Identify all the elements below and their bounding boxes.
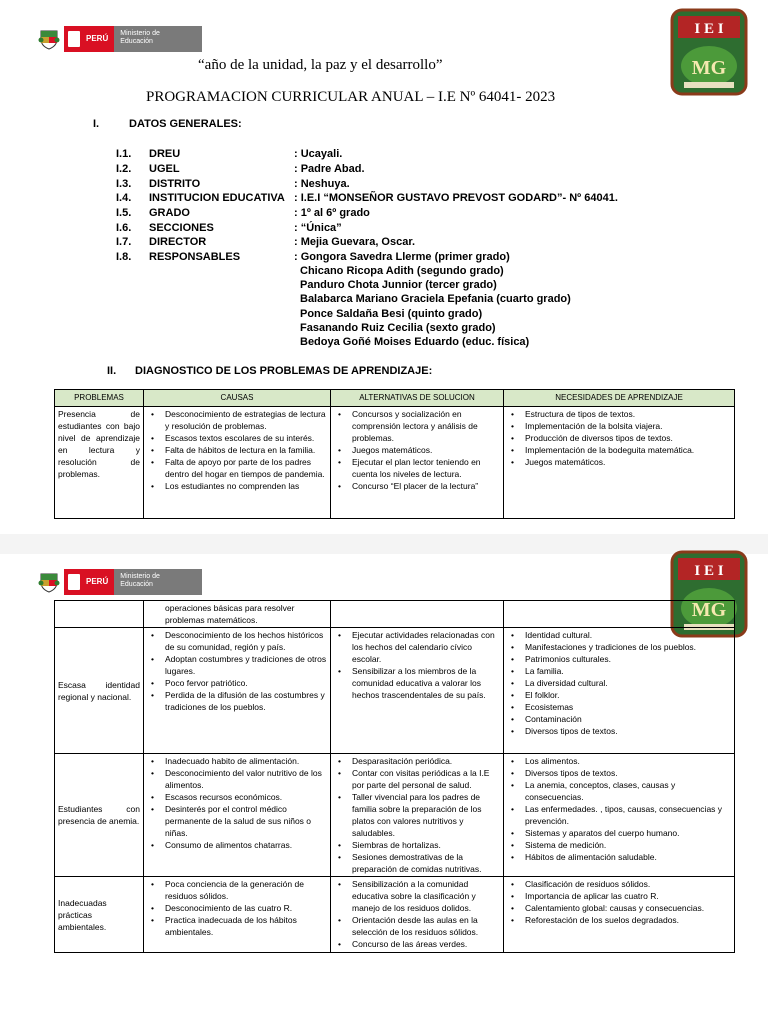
list-item: • Taller vivencial para los padres de familia sobre la preparación de los platos con valores nutritivos y saludables. (352, 791, 500, 839)
header-necesidades: NECESIDADES DE APRENDIZAJE (504, 390, 735, 407)
list-item: • Perdida de la difusión de las costumbres y tradiciones de los pueblos. (165, 689, 327, 713)
needs-cell (504, 407, 735, 519)
needs-cell (504, 628, 735, 754)
header-problemas: PROBLEMAS (55, 390, 144, 407)
list-item: • Sistemas y aparatos del cuerpo humano. (525, 827, 731, 839)
table-row (55, 601, 735, 628)
section-number: I. (93, 118, 100, 130)
list-item: • Desinterés por el control médico permanente de la salud de sus niños o niñas. (165, 803, 327, 839)
section-title: DATOS GENERALES: (129, 118, 242, 130)
ministry-country: PERÚ (64, 569, 114, 595)
list-item: • Ejecutar actividades relacionadas con los hechos del calendario cívico escolar. (352, 629, 500, 665)
ministry-logo (38, 26, 202, 52)
section-title: DIAGNOSTICO DE LOS PROBLEMAS DE APRENDIZAJE: (135, 365, 433, 377)
list-item: • Desconocimiento de los hechos históricos de su comunidad, región y país. (165, 629, 327, 653)
list-item: • Contar con visitas periódicas a la I.E por parte del personal de salud. (352, 767, 500, 791)
continuation-text: operaciones básicas para resolver problemas matemáticos. (165, 603, 295, 625)
ministry-name: Ministerio de Educación (114, 569, 202, 595)
list-item: • Clasificación de residuos sólidos. (525, 878, 731, 890)
list-item: • Escasos textos escolares de su interés. (165, 432, 327, 444)
list-item: • Falta de apoyo por parte de los padres dentro del hogar en tiempos de pandemia. (165, 456, 327, 480)
list-item: • Sistema de medición. (525, 839, 731, 851)
list-item: • Inadecuado habito de alimentación. (165, 755, 327, 767)
responsable-line: Chicano Ricopa Adith (segundo grado) (300, 265, 504, 277)
list-item: • Calentamiento global: causas y consecuencias. (525, 902, 731, 914)
list-item: • Diversos tipos de textos. (525, 725, 731, 737)
list-item: • Hábitos de alimentación saludable. (525, 851, 731, 863)
table-row (55, 754, 735, 877)
list-item: • Orientación desde las aulas en la selección de los residuos sólidos. (352, 914, 500, 938)
list-item: • Adoptan costumbres y tradiciones de otros lugares. (165, 653, 327, 677)
ministry-country: PERÚ (64, 26, 114, 52)
list-item: • Sesiones demostrativas de la preparación de comidas nutritivas. (352, 851, 500, 875)
table-row (55, 407, 735, 519)
peru-coat-of-arms-icon (38, 571, 60, 593)
ministry-name: Ministerio de Educación (114, 26, 202, 52)
list-item: • Escasos recursos económicos. (165, 791, 327, 803)
ministry-logo (38, 569, 202, 595)
table-row (55, 628, 735, 754)
causes-cell (144, 628, 331, 754)
responsable-line: Ponce Saldaña Besi (quinto grado) (300, 308, 483, 320)
general-data-list: I.1. DREU : Ucayali. I.2. UGEL : Padre Abad. I.3. DISTRITO : Neshuya. I.4. INSTITUCION EDUCATIVA : I.E.I “MONSEÑOR GUSTAVO PREVOST GODARD”- Nº 64041. I.5. GRADO : 1º al 6º grado I.6. SECCIONES : “Única” I.7. DIRECTOR : Mejia Guevara, Oscar. I.8. RESPONSABLES : Gongora Savedra Llerme (primer grado) Chicano Ricopa Adith (segundo grado) Panduro Chota Junnior (tercer grado) Balabarca Mariano Graciela Epefania (cuarto grado) Ponce Saldaña Besi (quinto grado) Fasanando Ruiz Cecilia (sexto grado) Bedoya Goñé Moises Eduardo (educ. física) (116, 148, 618, 348)
problem-cell: Escasa identidad regional y nacional. (55, 628, 144, 754)
responsable-line: Panduro Chota Junnior (tercer grado) (300, 279, 497, 291)
causes-cell (144, 877, 331, 953)
list-item: • Desconocimiento del valor nutritivo de los alimentos. (165, 767, 327, 791)
list-item: • Consumo de alimentos chatarras. (165, 839, 327, 851)
list-item: • Siembras de hortalizas. (352, 839, 500, 851)
list-item: • Diversos tipos de textos. (525, 767, 731, 779)
list-item: • Estructura de tipos de textos. (525, 408, 731, 420)
needs-cell (504, 754, 735, 877)
problem-cell: Presencia de estudiantes con bajo nivel de aprendizaje en lectura y resolución de problemas. (55, 407, 144, 519)
peru-coat-of-arms-icon (38, 28, 60, 50)
table-row (55, 877, 735, 953)
list-item: • Falta de hábitos de lectura en la familia. (165, 444, 327, 456)
list-item: • Poca conciencia de la generación de residuos sólidos. (165, 878, 327, 902)
crest-text: I E I (694, 563, 724, 579)
list-item: • Desconocimiento de las cuatro R. (165, 902, 327, 914)
list-item: • Concurso de las áreas verdes. (352, 938, 500, 950)
header-causas: CAUSAS (144, 390, 331, 407)
causes-cell (144, 754, 331, 877)
list-item: • Ejecutar el plan lector teniendo en cuenta los niveles de lectura. (352, 456, 500, 480)
list-item: • La familia. (525, 665, 731, 677)
table-header-row (55, 390, 735, 407)
list-item: • Concursos y socialización en comprensión lectora y análisis de problemas. (352, 408, 500, 444)
motto: “año de la unidad, la paz y el desarrollo” (198, 57, 443, 73)
list-item: • Reforestación de los suelos degradados. (525, 914, 731, 926)
responsable-line: Balabarca Mariano Graciela Epefania (cuarto grado) (300, 293, 571, 305)
list-item: • Poco fervor patriótico. (165, 677, 327, 689)
page-break (0, 534, 768, 554)
list-item: • Juegos matemáticos. (352, 444, 500, 456)
section-number: II. (107, 365, 117, 377)
list-item: • Ecosistemas (525, 701, 731, 713)
list-item: • Las enfermedades. , tipos, causas, consecuencias y prevención. (525, 803, 731, 827)
section-heading-datos (93, 118, 242, 130)
list-item: • La anemia, conceptos, clases, causas y consecuencias. (525, 779, 731, 803)
list-item: • Sensibilizar a los miembros de la comunidad educativa a valorar los hechos trascendentales de su país. (352, 665, 500, 701)
list-item: • Sensibilización a la comunidad educativa sobre la clasificación y manejo de los residuos dolidos. (352, 878, 500, 914)
header-alternativas: ALTERNATIVAS DE SOLUCION (331, 390, 504, 407)
solutions-cell (331, 628, 504, 754)
list-item: • Identidad cultural. (525, 629, 731, 641)
list-item: • Importancia de aplicar las cuatro R. (525, 890, 731, 902)
list-item: • Patrimonios culturales. (525, 653, 731, 665)
list-item: • Concurso “El placer de la lectura” (352, 480, 500, 492)
list-item: • La diversidad cultural. (525, 677, 731, 689)
list-item: • Desconocimiento de estrategias de lectura y resolución de problemas. (165, 408, 327, 432)
responsable-line: Fasanando Ruiz Cecilia (sexto grado) (300, 322, 496, 334)
diagnostic-table-continued (54, 600, 735, 953)
problem-cell: Estudiantes con presencia de anemia. (55, 754, 144, 877)
list-item: • Implementación de la bodeguita matemática. (525, 444, 731, 456)
list-item: • Desparasitación periódica. (352, 755, 500, 767)
school-crest (670, 8, 748, 96)
solutions-cell (331, 754, 504, 877)
responsable-line: Bedoya Goñé Moises Eduardo (educ. física) (300, 336, 530, 348)
list-item: • Producción de diversos tipos de textos. (525, 432, 731, 444)
problem-cell: Inadecuadas prácticas ambientales. (55, 877, 144, 953)
continuation-cell (144, 601, 331, 628)
list-item: • Los alimentos. (525, 755, 731, 767)
list-item: • Manifestaciones y tradiciones de los pueblos. (525, 641, 731, 653)
list-item: • Practica inadecuada de los hábitos ambientales. (165, 914, 327, 938)
school-crest-icon (670, 8, 748, 96)
list-item: • El folklor. (525, 689, 731, 701)
crest-initials: MG (691, 599, 727, 621)
list-item: • Juegos matemáticos. (525, 456, 731, 468)
causes-cell (144, 407, 331, 519)
list-item: • Implementación de la bolsita viajera. (525, 420, 731, 432)
list-item: • Contaminación (525, 713, 731, 725)
list-item: • Los estudiantes no comprenden las (165, 480, 327, 492)
needs-cell (504, 877, 735, 953)
section-heading-diagnostico (107, 365, 432, 377)
solutions-cell (331, 407, 504, 519)
crest-initials: MG (691, 57, 727, 79)
solutions-cell (331, 877, 504, 953)
page-title: PROGRAMACION CURRICULAR ANUAL – I.E Nº 64041- 2023 (146, 89, 556, 105)
crest-text: I E I (694, 21, 724, 37)
diagnostic-table (54, 389, 735, 519)
